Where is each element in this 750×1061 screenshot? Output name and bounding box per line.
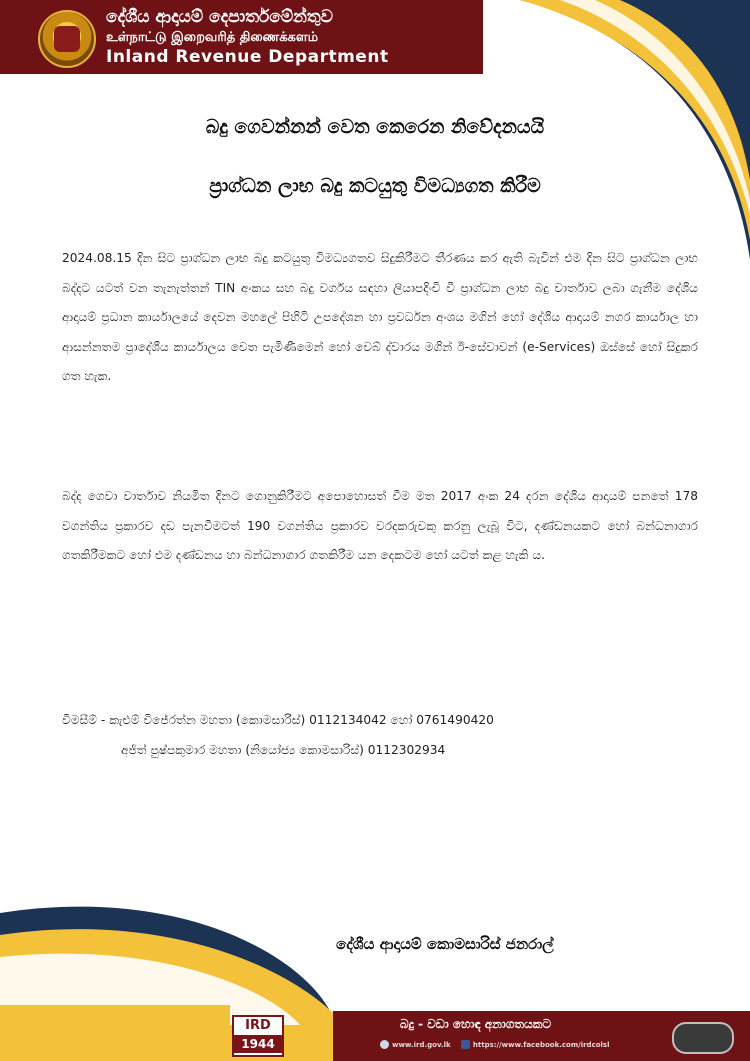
national-emblem-icon <box>38 10 96 68</box>
department-name-sinhala: දේශීය ආදායම් දෙපාර්තමේන්තුව <box>106 7 333 27</box>
logo-top-text: IRD <box>245 1018 271 1033</box>
ird-building-logo-icon <box>672 1022 734 1054</box>
contact-line-1: විමසීම් - කැළුම් විජේරත්න මහතා (කොමසාරිස්) 0112134042 හෝ 0761490420 <box>62 713 494 727</box>
globe-icon <box>380 1040 389 1049</box>
footer-slogan: බදු - වඩා හොඳ අනාගතයකට <box>400 1017 552 1031</box>
logo-bottom-text: 1944 <box>234 1035 282 1053</box>
ird-1944-logo <box>232 1015 284 1057</box>
department-name-tamil: உள்நாட்டு இறைவரித் திணைக்களம் <box>106 30 319 45</box>
body-paragraph-1: 2024.08.15 දින සිට ප්‍රාග්ධන ලාභ බදු කටයුතු විමධ්‍යගතව සිදුකිරීමට තීරණය කර ඇති බැවින් එම දින සිට ප්‍රාග්ධන ලාභ බද්දට යටත් වන තැනැත්තන් TIN අංකය සහ බදු වර්ගය සඳහා ලියාපදිංචි වී ප්‍රාග්ධන ලාභ බදු වාර්තාව ලබා ගැනීම දේශීය ආදායම් ප්‍රධාන කාර්යාලයේ දෙවන මහලේ පිහිටි උපදේශන හා ප්‍රවර්ධන අංශය මගින් හෝ දේශීය ආදායම් නගර කාර්යාල හා ආසන්නතම ප්‍රාදේශීය කාර්යාලය වෙත පැමිණීමෙන් හෝ වෙබ් ද්වාරය මගින් ඊ-සේවාවන් (e-Services) ඔස්සේ හෝ සිදුකර ගත හැක. <box>62 251 698 383</box>
website-link[interactable]: www.ird.gov.lk <box>380 1041 451 1049</box>
signature-title: දේශීය ආදායම් කොමසාරිස් ජනරාල් <box>336 935 554 953</box>
header-banner <box>0 0 483 74</box>
notice-title: බදු ගෙවන්නන් වෙත කෙරෙන නිවේදනයයි <box>205 116 545 138</box>
footer-links <box>380 1040 618 1049</box>
contact-line-2: අජිත් පුෂ්පකුමාර මහතා (නියෝජ්‍ය කොමසාරිස්) 0112302934 <box>121 743 446 757</box>
notice-subtitle: ප්‍රාග්ධන ලාභ බදු කටයුතු විමධ්‍යගත කිරීම <box>209 175 541 197</box>
body-paragraph-2: බද්ද ගෙවා වාර්තාව නියමිත දිනට ගොනුකිරීමට අපොහොසත් වීම මත 2017 අංක 24 දරන දේශීය ආදායම් පනතේ 178 වගන්තිය ප්‍රකාරව දඩ පැනවීමටත් 190 වගන්තිය ප්‍රකාරව වරදකරුවකු කරනු ලැබූ විට, දණ්ඩනයකට හෝ බන්ධනාගාර ගතකිරීමකට හෝ එම දණ්ඩනය හා බන්ධනාගාර ගතකිරීම යන දෙකටම හෝ යටත් කළ හැකි ය. <box>62 489 698 562</box>
department-name-english: Inland Revenue Department <box>106 47 389 67</box>
facebook-link[interactable]: https://www.facebook.com/irdcolsl <box>461 1041 610 1049</box>
facebook-icon <box>461 1040 470 1049</box>
